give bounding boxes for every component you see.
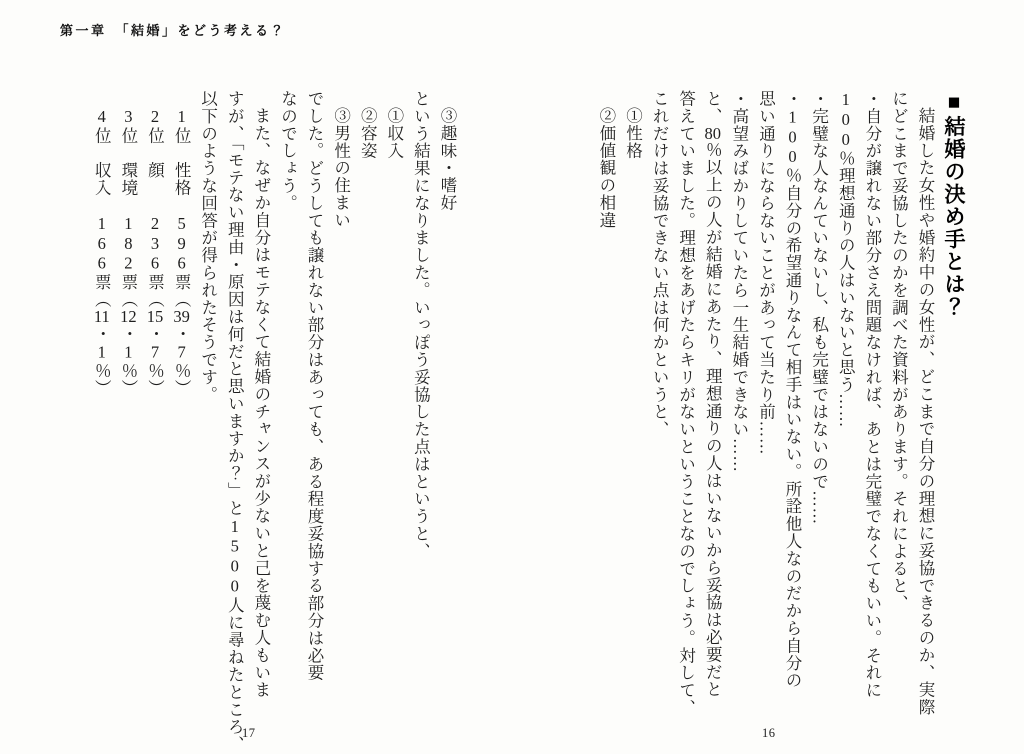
text-column: ・高望みばかりしていたら一生結婚できない…… (729, 90, 749, 473)
upright-number: 596 (172, 213, 192, 274)
upright-number: 166 (92, 213, 112, 274)
upright-number: 4 (92, 106, 112, 127)
text-column: また、なぜか自分はモテなくて結婚のチャンスが少ないと己を蔑む人もいま (251, 106, 271, 699)
text-column: 100％理想通りの人はいないと思う…… (836, 90, 856, 429)
upright-number: 2 (145, 106, 165, 127)
ranking-row: 2位 顔 236票（15・7％） (145, 106, 165, 397)
text-column: でした。どうしても譲れない部分はあっても、ある程度妥協する部分は必要 (305, 90, 325, 682)
section-title: ■結婚の決め手とは？ (942, 90, 966, 318)
text-column: という結果になりました。いっぽう妥協した点はというと、 (411, 90, 431, 560)
text-column: ・100％自分の希望通りなんて相手はいない。所詮他人なのだから自分の (783, 90, 803, 690)
text-column: ②容姿 (358, 106, 378, 159)
chapter-header: 第一章 「結婚」をどう考える？ (60, 23, 287, 38)
upright-number: 182 (118, 213, 138, 274)
page-number-17: 17 (242, 726, 256, 740)
upright-number: 1 (118, 341, 138, 362)
upright-number: 100 (836, 90, 856, 150)
combined-number: 12 (120, 307, 137, 325)
text-column: ③男性の住まい (331, 106, 351, 229)
combined-number: 80 (704, 124, 721, 142)
upright-number: 1 (92, 341, 112, 362)
upright-number: 100 (783, 107, 803, 168)
ranking-row: 3位 環境 182票（12・1％） (118, 106, 138, 397)
text-column: これだけは妥協できない点は何かというと、 (650, 90, 670, 438)
ranking-row: 1位 性格 596票（39・7％） (172, 106, 192, 397)
text-column: にどこまで妥協したのかを調べた資料があります。それによると、 (889, 90, 909, 612)
page-17-content (52, 90, 460, 754)
text-column: ・自分が譲れない部分さえ問題なければ、あとは完璧でなくてもいい。それに (862, 90, 882, 699)
text-column: 以下のような回答が得られたそうです。 (198, 90, 218, 404)
page-number-16: 16 (762, 726, 776, 740)
text-column: 思い通りにならないことがあって当たり前…… (756, 90, 776, 456)
upright-number: 236 (145, 213, 165, 274)
text-column: ①収入 (384, 106, 404, 159)
page-16-content (546, 90, 970, 754)
upright-number: 1500 (225, 516, 245, 597)
combined-number: 11 (93, 307, 110, 325)
ranking-row: 4位 収入 166票（11・1％） (92, 106, 112, 397)
text-column: なのでしょう。 (278, 90, 298, 212)
text-column: ・完璧な人なんていないし、私も完璧ではないので…… (809, 90, 829, 525)
upright-number: 3 (118, 106, 138, 127)
combined-number: 15 (146, 307, 164, 325)
upright-number: 1 (172, 106, 192, 127)
text-column: すが、「モテない理由・原因は何だと思いますか？」と1500人に尋ねたところ、 (225, 90, 245, 753)
text-column: と、80％以上の人が結婚にあたり、理想通りの人はいないから妥協は必要だと (703, 90, 723, 699)
text-column: ①性格 (623, 106, 643, 159)
text-column: 答えていました。理想をあげたらキリがないということなのでしょう。対して、 (676, 90, 696, 717)
text-column: 結婚した女性や婚約中の女性が、どこまで自分の理想に妥協できるのか、実際 (916, 106, 935, 716)
text-column: ③趣味・嗜好 (438, 106, 457, 211)
upright-number: 7 (172, 341, 192, 362)
upright-number: 7 (145, 341, 165, 362)
combined-number: 39 (173, 307, 190, 325)
text-column: ②価値観の相違 (596, 106, 616, 229)
